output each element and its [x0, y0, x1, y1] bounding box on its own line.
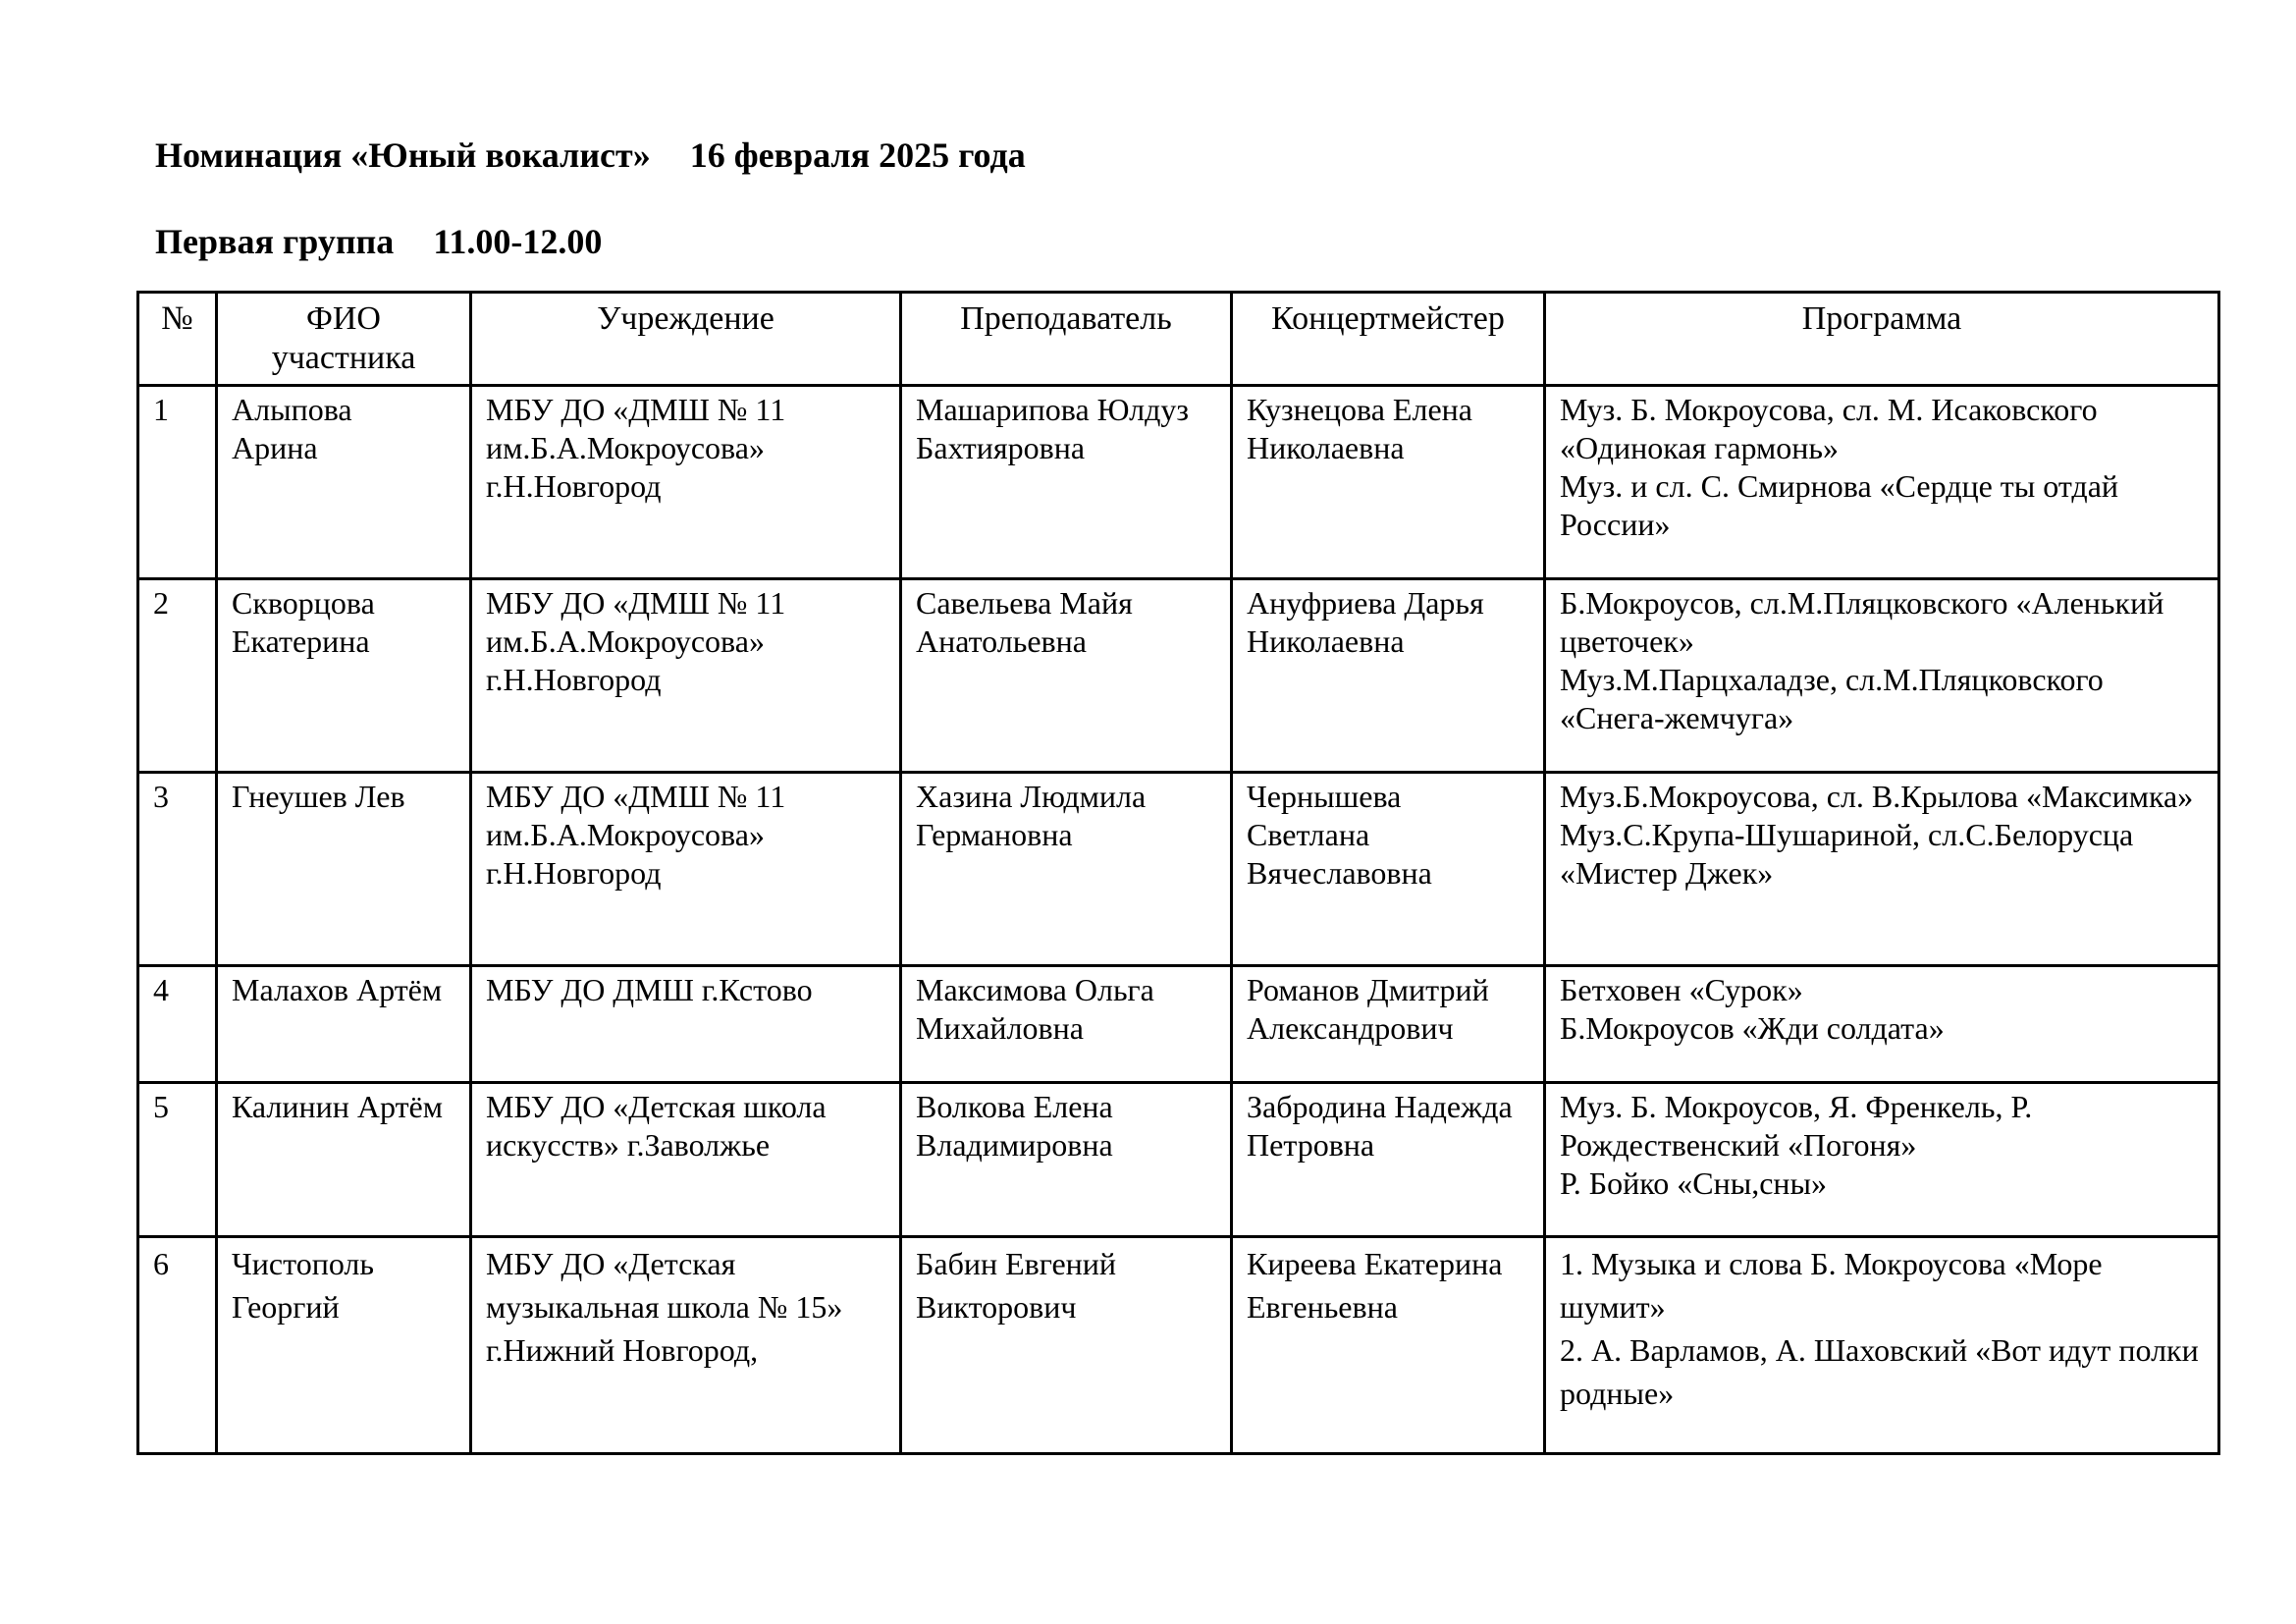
program-line: 2. А. Варламов, А. Шаховский «Вот идут полки родные» — [1560, 1332, 2199, 1411]
program-line: Муз.М.Парцхаладзе, сл.М.Пляцковского «Снега-жемчуга» — [1560, 662, 2104, 735]
program-line: Б.Мокроусов, сл.М.Пляцковского «Аленький цветочек» — [1560, 585, 2164, 659]
accompanist-line: Чернышева — [1247, 779, 1402, 814]
cell-program — [1545, 579, 2219, 773]
cell-name — [217, 1237, 471, 1454]
cell-name — [217, 386, 471, 579]
cell-teacher — [901, 579, 1232, 773]
cell-accompanist — [1232, 579, 1545, 773]
cell-num: 6 — [138, 1237, 217, 1454]
institution-line: г.Н.Новгород — [486, 855, 662, 891]
program-line: Муз.С.Крупа-Шушариной, сл.С.Белорусца «Мистер Джек» — [1560, 817, 2134, 891]
cell-institution — [471, 966, 901, 1083]
program-line: Б.Мокроусов «Жди солдата» — [1560, 1010, 1945, 1046]
institution-line: МБУ ДО ДМШ г.Кстово — [486, 972, 813, 1007]
cell-name — [217, 579, 471, 773]
accompanist-line: Вячеславовна — [1247, 855, 1432, 891]
accompanist-line: Ануфриева Дарья — [1247, 585, 1484, 621]
institution-line: музыкальная школа № 15» — [486, 1289, 843, 1325]
cell-num: 4 — [138, 966, 217, 1083]
institution-line: МБУ ДО «ДМШ № 11 — [486, 392, 786, 427]
teacher-line: Бабин Евгений — [916, 1246, 1117, 1281]
teacher-line: Михайловна — [916, 1010, 1084, 1046]
cell-institution — [471, 773, 901, 966]
teacher-line: Савельева Майя — [916, 585, 1133, 621]
nomination-title: Номинация «Юный вокалист» — [155, 135, 651, 175]
cell-name — [217, 966, 471, 1083]
cell-program — [1545, 773, 2219, 966]
cell-institution — [471, 579, 901, 773]
cell-teacher — [901, 966, 1232, 1083]
cell-name — [217, 773, 471, 966]
program-line: Бетховен «Сурок» — [1560, 972, 1803, 1007]
name-line: Алыпова — [232, 392, 352, 427]
cell-teacher — [901, 386, 1232, 579]
institution-line: им.Б.А.Мокроусова» — [486, 623, 765, 659]
accompanist-line: Евгеньевна — [1247, 1289, 1398, 1325]
program-line: Муз. Б. Мокроусов, Я. Френкель, Р. Рождественский «Погоня» — [1560, 1089, 2033, 1163]
accompanist-line: Николаевна — [1247, 430, 1405, 465]
cell-num: 3 — [138, 773, 217, 966]
program-line: Муз. Б. Мокроусова, сл. М. Исаковского «Одинокая гармонь» — [1560, 392, 2098, 465]
header-accompanist: Концертмейстер — [1232, 293, 1545, 386]
header-institution: Учреждение — [471, 293, 901, 386]
table-row — [138, 966, 2219, 1083]
header-program: Программа — [1545, 293, 2219, 386]
header-teacher: Преподаватель — [901, 293, 1232, 386]
table-header-row — [138, 293, 2219, 386]
cell-institution — [471, 1237, 901, 1454]
institution-line: МБУ ДО «Детская — [486, 1246, 736, 1281]
accompanist-line: Светлана — [1247, 817, 1370, 852]
teacher-line: Максимова Ольга — [916, 972, 1154, 1007]
program-line: Р. Бойко «Сны,сны» — [1560, 1165, 1828, 1201]
name-line: Гнеушев Лев — [232, 779, 405, 814]
institution-line: искусств» г.Заволжье — [486, 1127, 771, 1163]
group-time: 11.00-12.00 — [433, 222, 603, 261]
cell-accompanist — [1232, 386, 1545, 579]
group-heading — [155, 224, 602, 259]
cell-institution — [471, 1083, 901, 1237]
header-name: ФИО участника — [217, 293, 471, 386]
event-date: 16 февраля 2025 года — [689, 135, 1026, 175]
teacher-line: Волкова Елена — [916, 1089, 1113, 1124]
teacher-line: Викторович — [916, 1289, 1077, 1325]
accompanist-line: Кузнецова Елена — [1247, 392, 1472, 427]
cell-program — [1545, 966, 2219, 1083]
name-line: Чистополь — [232, 1246, 374, 1281]
institution-line: им.Б.А.Мокроусова» — [486, 430, 765, 465]
cell-teacher — [901, 1237, 1232, 1454]
teacher-line: Бахтияровна — [916, 430, 1086, 465]
accompanist-line: Романов Дмитрий — [1247, 972, 1489, 1007]
cell-program — [1545, 1237, 2219, 1454]
institution-line: г.Н.Новгород — [486, 468, 662, 504]
teacher-line: Машарипова Юлдуз — [916, 392, 1189, 427]
cell-name — [217, 1083, 471, 1237]
table-row — [138, 1237, 2219, 1454]
cell-institution — [471, 386, 901, 579]
cell-accompanist — [1232, 773, 1545, 966]
name-line: Екатерина — [232, 623, 370, 659]
participants-table — [136, 291, 2220, 1455]
accompanist-line: Забродина Надежда — [1247, 1089, 1513, 1124]
group-name: Первая группа — [155, 222, 395, 261]
name-line: Скворцова — [232, 585, 375, 621]
cell-program — [1545, 1083, 2219, 1237]
name-line: Малахов Артём — [232, 972, 443, 1007]
institution-line: МБУ ДО «Детская школа — [486, 1089, 827, 1124]
institution-line: г.Нижний Новгород, — [486, 1332, 759, 1368]
cell-num: 5 — [138, 1083, 217, 1237]
cell-num: 1 — [138, 386, 217, 579]
name-line: Георгий — [232, 1289, 340, 1325]
accompanist-line: Петровна — [1247, 1127, 1375, 1163]
cell-teacher — [901, 1083, 1232, 1237]
institution-line: им.Б.А.Мокроусова» — [486, 817, 765, 852]
program-line: Муз.Б.Мокроусова, сл. В.Крылова «Максимка» — [1560, 779, 2194, 814]
teacher-line: Германовна — [916, 817, 1073, 852]
cell-teacher — [901, 773, 1232, 966]
name-line: Арина — [232, 430, 318, 465]
program-line: 1. Музыка и слова Б. Мокроусова «Море шумит» — [1560, 1246, 2103, 1325]
table-body — [138, 386, 2219, 1454]
teacher-line: Хазина Людмила — [916, 779, 1147, 814]
institution-line: МБУ ДО «ДМШ № 11 — [486, 779, 786, 814]
accompanist-line: Николаевна — [1247, 623, 1405, 659]
institution-line: МБУ ДО «ДМШ № 11 — [486, 585, 786, 621]
name-line: Калинин Артём — [232, 1089, 443, 1124]
teacher-line: Владимировна — [916, 1127, 1113, 1163]
table-row — [138, 1083, 2219, 1237]
cell-program — [1545, 386, 2219, 579]
table-row — [138, 579, 2219, 773]
table-row — [138, 386, 2219, 579]
table-row — [138, 773, 2219, 966]
accompanist-line: Киреева Екатерина — [1247, 1246, 1503, 1281]
page-title — [155, 137, 1026, 173]
cell-num: 2 — [138, 579, 217, 773]
teacher-line: Анатольевна — [916, 623, 1087, 659]
cell-accompanist — [1232, 966, 1545, 1083]
cell-accompanist — [1232, 1083, 1545, 1237]
header-num: № — [138, 293, 217, 386]
cell-accompanist — [1232, 1237, 1545, 1454]
institution-line: г.Н.Новгород — [486, 662, 662, 697]
program-line: Муз. и сл. С. Смирнова «Сердце ты отдай России» — [1560, 468, 2119, 542]
accompanist-line: Александрович — [1247, 1010, 1454, 1046]
